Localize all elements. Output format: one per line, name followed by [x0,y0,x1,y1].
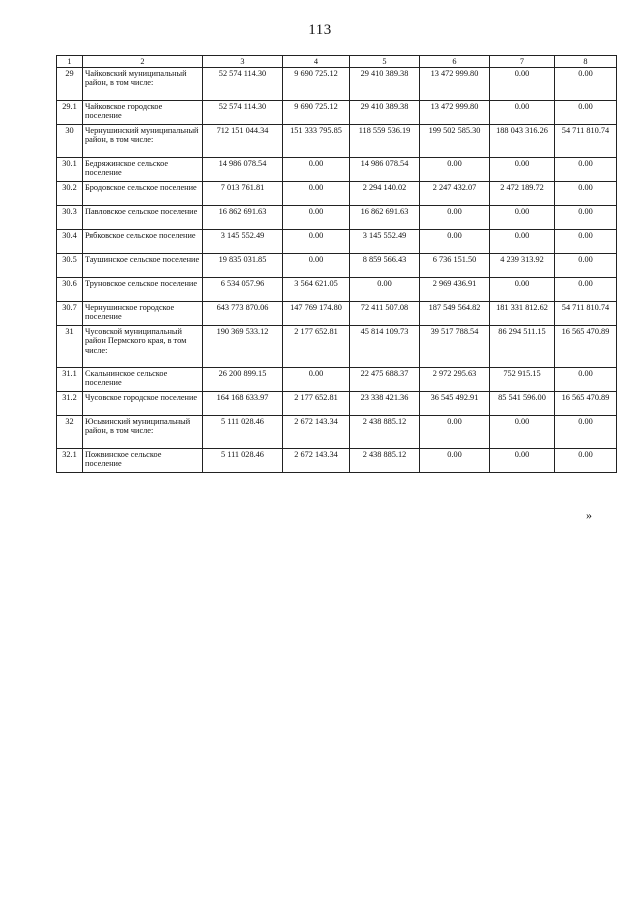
value-col-7: 0.00 [490,206,555,230]
value-col-5: 118 559 536.19 [350,125,420,158]
row-number: 30.3 [57,206,83,230]
table-row [57,101,617,125]
value-col-5: 16 862 691.63 [350,206,420,230]
row-number: 31.2 [57,392,83,416]
value-col-8: 0.00 [555,101,617,125]
table-row [57,416,617,449]
header-row [57,56,617,68]
row-number: 30 [57,125,83,158]
value-col-5: 72 411 507.08 [350,302,420,326]
value-col-4: 0.00 [283,368,350,392]
territory-name: Чернушинское городское поселение [83,302,203,326]
value-col-6: 0.00 [420,416,490,449]
value-col-6: 36 545 492.91 [420,392,490,416]
value-col-4: 0.00 [283,254,350,278]
value-col-4: 3 564 621.05 [283,278,350,302]
value-col-7: 2 472 189.72 [490,182,555,206]
territory-name: Чайковский муниципальный район, в том числе: [83,68,203,101]
value-col-5: 29 410 389.38 [350,68,420,101]
value-col-8: 54 711 810.74 [555,302,617,326]
value-col-6: 2 247 432.07 [420,182,490,206]
table-row [57,449,617,473]
table-row [57,158,617,182]
value-col-5: 2 438 885.12 [350,449,420,473]
table-row [57,392,617,416]
table-row [57,326,617,368]
value-col-6: 6 736 151.50 [420,254,490,278]
value-col-3: 6 534 057.96 [203,278,283,302]
territory-name: Чайковское городское поселение [83,101,203,125]
page-number: 113 [308,22,332,38]
value-col-4: 2 177 652.81 [283,326,350,368]
value-col-4: 9 690 725.12 [283,101,350,125]
value-col-3: 5 111 028.46 [203,449,283,473]
value-col-7: 86 294 511.15 [490,326,555,368]
territory-name: Бродовское сельское поселение [83,182,203,206]
territory-name: Рябковское сельское поселение [83,230,203,254]
value-col-5: 3 145 552.49 [350,230,420,254]
value-col-8: 16 565 470.89 [555,392,617,416]
row-number: 29.1 [57,101,83,125]
value-col-8: 0.00 [555,416,617,449]
value-col-7: 0.00 [490,278,555,302]
territory-name: Таушинское сельское поселение [83,254,203,278]
row-number: 30.6 [57,278,83,302]
column-header: 5 [350,56,420,68]
value-col-3: 14 986 078.54 [203,158,283,182]
value-col-3: 26 200 899.15 [203,368,283,392]
value-col-5: 14 986 078.54 [350,158,420,182]
value-col-3: 5 111 028.46 [203,416,283,449]
value-col-7: 85 541 596.00 [490,392,555,416]
value-col-7: 0.00 [490,416,555,449]
column-header: 4 [283,56,350,68]
value-col-8: 0.00 [555,278,617,302]
value-col-4: 2 672 143.34 [283,449,350,473]
territory-name: Чусовское городское поселение [83,392,203,416]
value-col-8: 0.00 [555,68,617,101]
value-col-6: 39 517 788.54 [420,326,490,368]
value-col-7: 188 043 316.26 [490,125,555,158]
value-col-3: 16 862 691.63 [203,206,283,230]
territory-name: Труновское сельское поселение [83,278,203,302]
value-col-7: 0.00 [490,449,555,473]
row-number: 30.7 [57,302,83,326]
value-col-6: 0.00 [420,158,490,182]
value-col-4: 147 769 174.80 [283,302,350,326]
table-row [57,254,617,278]
row-number: 30.2 [57,182,83,206]
value-col-6: 13 472 999.80 [420,101,490,125]
closing-quote-mark: » [586,508,592,522]
column-header: 6 [420,56,490,68]
territory-name: Пожвинское сельское поселение [83,449,203,473]
budget-table [56,55,617,473]
value-col-3: 19 835 031.85 [203,254,283,278]
row-number: 29 [57,68,83,101]
value-col-7: 4 239 313.92 [490,254,555,278]
table-row [57,206,617,230]
column-header: 1 [57,56,83,68]
table-row [57,182,617,206]
value-col-4: 0.00 [283,158,350,182]
column-header: 7 [490,56,555,68]
table-body [57,68,617,473]
column-header: 2 [83,56,203,68]
table-row [57,230,617,254]
value-col-6: 13 472 999.80 [420,68,490,101]
value-col-5: 23 338 421.36 [350,392,420,416]
territory-name: Юсьвинский муниципальный район, в том числе: [83,416,203,449]
value-col-8: 0.00 [555,230,617,254]
value-col-6: 0.00 [420,449,490,473]
value-col-8: 54 711 810.74 [555,125,617,158]
value-col-4: 0.00 [283,206,350,230]
value-col-8: 0.00 [555,254,617,278]
value-col-7: 0.00 [490,158,555,182]
row-number: 30.5 [57,254,83,278]
value-col-4: 9 690 725.12 [283,68,350,101]
value-col-5: 2 438 885.12 [350,416,420,449]
value-col-7: 0.00 [490,230,555,254]
value-col-7: 0.00 [490,68,555,101]
value-col-6: 0.00 [420,230,490,254]
value-col-3: 712 151 044.34 [203,125,283,158]
table-row [57,125,617,158]
value-col-6: 2 969 436.91 [420,278,490,302]
value-col-8: 0.00 [555,182,617,206]
value-col-4: 2 177 652.81 [283,392,350,416]
value-col-6: 199 502 585.30 [420,125,490,158]
territory-name: Бедряжинское сельское поселение [83,158,203,182]
value-col-3: 52 574 114.30 [203,101,283,125]
territory-name: Павловское сельское поселение [83,206,203,230]
row-number: 31.1 [57,368,83,392]
column-header: 8 [555,56,617,68]
value-col-6: 2 972 295.63 [420,368,490,392]
value-col-3: 52 574 114.30 [203,68,283,101]
value-col-3: 7 013 761.81 [203,182,283,206]
value-col-7: 0.00 [490,101,555,125]
value-col-3: 190 369 533.12 [203,326,283,368]
row-number: 31 [57,326,83,368]
value-col-4: 151 333 795.85 [283,125,350,158]
table-row [57,302,617,326]
value-col-6: 187 549 564.82 [420,302,490,326]
value-col-8: 0.00 [555,158,617,182]
value-col-5: 2 294 140.02 [350,182,420,206]
value-col-3: 3 145 552.49 [203,230,283,254]
table-header [57,56,617,68]
value-col-7: 181 331 812.62 [490,302,555,326]
territory-name: Скальнинское сельское поселение [83,368,203,392]
value-col-4: 2 672 143.34 [283,416,350,449]
value-col-4: 0.00 [283,230,350,254]
column-header: 3 [203,56,283,68]
value-col-5: 0.00 [350,278,420,302]
value-col-5: 22 475 688.37 [350,368,420,392]
value-col-8: 16 565 470.89 [555,326,617,368]
value-col-8: 0.00 [555,368,617,392]
row-number: 32 [57,416,83,449]
value-col-7: 752 915.15 [490,368,555,392]
row-number: 30.1 [57,158,83,182]
value-col-8: 0.00 [555,206,617,230]
territory-name: Чусовской муниципальный район Пермского края, в том числе: [83,326,203,368]
row-number: 30.4 [57,230,83,254]
territory-name: Чернушинский муниципальный район, в том числе: [83,125,203,158]
value-col-3: 643 773 870.06 [203,302,283,326]
value-col-6: 0.00 [420,206,490,230]
value-col-5: 45 814 109.73 [350,326,420,368]
table-row [57,368,617,392]
value-col-5: 8 859 566.43 [350,254,420,278]
table-row [57,278,617,302]
value-col-5: 29 410 389.38 [350,101,420,125]
row-number: 32.1 [57,449,83,473]
value-col-4: 0.00 [283,182,350,206]
value-col-3: 164 168 633.97 [203,392,283,416]
table-row [57,68,617,101]
value-col-8: 0.00 [555,449,617,473]
